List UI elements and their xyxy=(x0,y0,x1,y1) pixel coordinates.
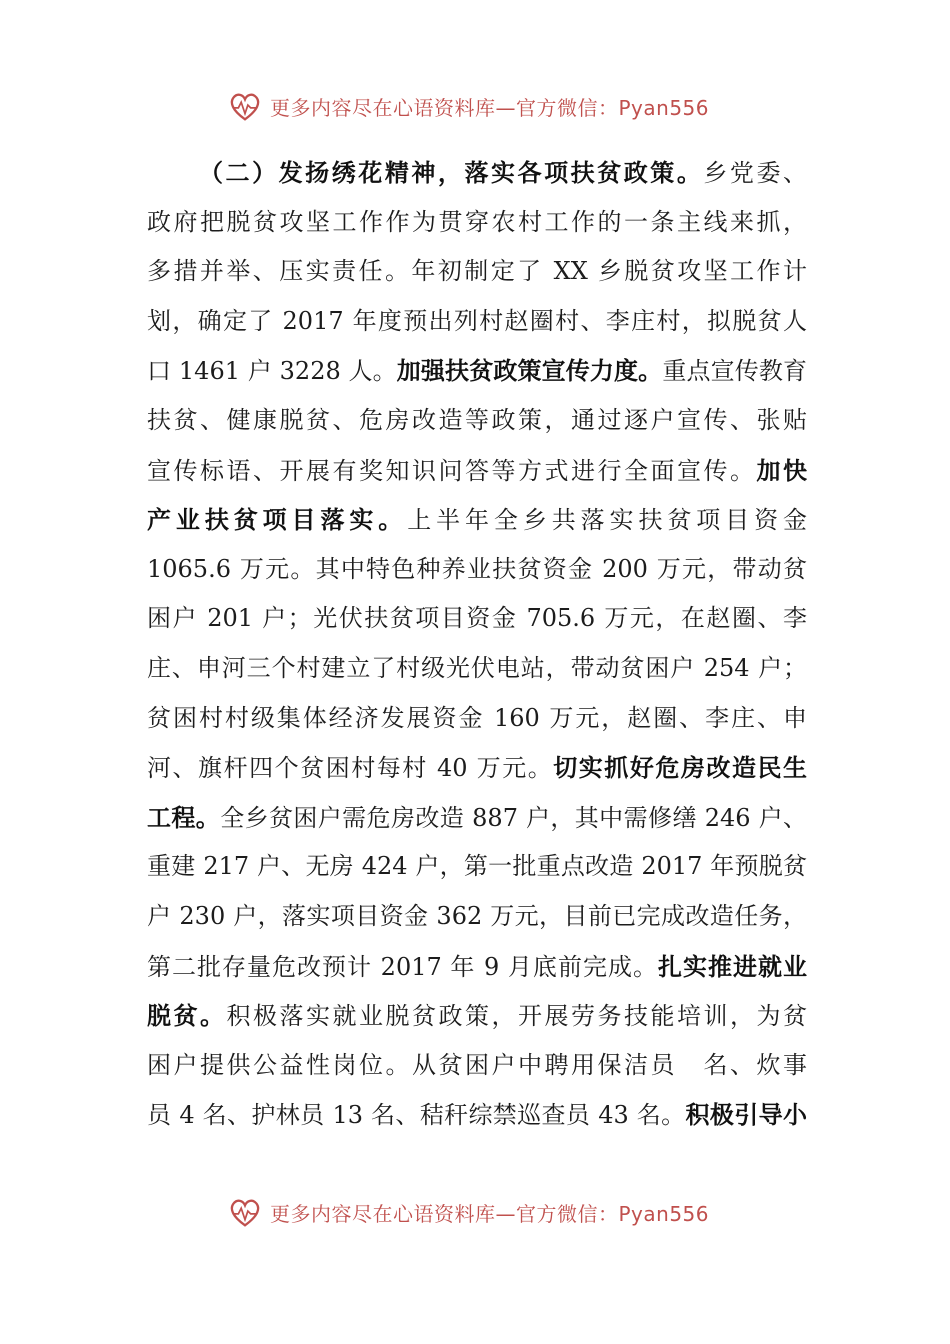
body-text: 全乡贫困户需危房改造 887 户，其中需修缮 246 户、 xyxy=(220,803,807,832)
paragraph-line xyxy=(147,1041,807,1091)
paragraph-line xyxy=(147,594,807,644)
footer-banner xyxy=(226,1192,709,1232)
paragraph-line xyxy=(147,297,807,347)
paragraph-line xyxy=(147,545,807,595)
paragraph-line xyxy=(147,694,807,744)
paragraph-line xyxy=(147,247,807,297)
paragraph-line xyxy=(147,644,807,694)
bold-heading-text: 加强扶贫政策宣传力度。 xyxy=(396,356,663,386)
header-banner xyxy=(226,86,709,126)
bold-heading-text: 加快 xyxy=(756,455,807,485)
paragraph-line xyxy=(147,743,807,793)
bold-heading-text: （二）发扬绣花精神，落实各项扶贫政策。 xyxy=(199,158,704,187)
paragraph-line xyxy=(147,446,807,496)
paragraph-line xyxy=(147,346,807,396)
body-text: 第二批存量危改预计 2017 年 9 月底前完成。 xyxy=(147,952,658,981)
heart-wave-logo-icon xyxy=(226,1193,264,1231)
heart-wave-logo-icon xyxy=(226,87,264,125)
body-text: 员 4 名、护林员 13 名、秸秆综禁巡查员 43 名。 xyxy=(147,1101,686,1130)
bold-heading-text: 脱贫。 xyxy=(147,1001,227,1031)
bold-heading-text: 产业扶贫项目落实。 xyxy=(147,505,408,535)
paragraph-line xyxy=(147,198,807,248)
bold-heading-text: 切实抓好危房改造民生 xyxy=(553,753,807,783)
body-text: 1065.6 万元。其中特色种养业扶贫资金 200 万元，带动贫 xyxy=(147,554,807,583)
body-text: 重点宣传教育 xyxy=(662,357,807,386)
body-text: 上半年全乡共落实扶贫项目资金 xyxy=(407,506,807,535)
paragraph-line xyxy=(147,892,807,942)
paragraph-line xyxy=(147,1090,807,1140)
body-text: 乡党委、 xyxy=(703,159,807,187)
body-text: 扶贫、健康脱贫、危房改造等政策，通过逐户宣传、张贴 xyxy=(147,405,807,434)
paragraph-line xyxy=(147,942,807,992)
body-text: 多措并举、压实责任。年初制定了 XX 乡脱贫攻坚工作计 xyxy=(147,257,807,286)
body-text: 河、旗杆四个贫困村每村 40 万元。 xyxy=(147,754,554,783)
paragraph-line xyxy=(147,793,807,843)
paragraph-line xyxy=(147,991,807,1041)
banner-text: 更多内容尽在心语资料库—官方微信：Pyan556 xyxy=(270,1201,710,1226)
bold-heading-text: 积极引导小 xyxy=(685,1100,807,1130)
body-text: 贫困村村级集体经济发展资金 160 万元，赵圈、李庄、申 xyxy=(147,703,807,732)
body-text: 政府把脱贫攻坚工作作为贯穿农村工作的一条主线来抓， xyxy=(147,207,807,236)
paragraph-line xyxy=(147,842,807,892)
body-text: 困户提供公益性岗位。从贫困户中聘用保洁员 名、炊事 xyxy=(147,1050,807,1079)
paragraph-line xyxy=(147,495,807,545)
body-text: 积极落实就业脱贫政策，开展劳务技能培训，为贫 xyxy=(226,1002,807,1031)
paragraph-line xyxy=(147,396,807,446)
body-text: 口 1461 户 3228 人。 xyxy=(147,357,397,386)
document-body xyxy=(147,148,807,1140)
banner-text: 更多内容尽在心语资料库—官方微信：Pyan556 xyxy=(270,95,710,120)
bold-heading-text: 工程。 xyxy=(147,802,221,832)
body-text: 宣传标语、开展有奖知识问答等方式进行全面宣传。 xyxy=(147,456,757,485)
body-text: 庄、申河三个村建立了村级光伏电站，带动贫困户 254 户； xyxy=(147,653,807,682)
body-text: 困户 201 户；光伏扶贫项目资金 705.6 万元，在赵圈、李 xyxy=(147,604,807,633)
body-text: 户 230 户，落实项目资金 362 万元，目前已完成改造任务， xyxy=(147,901,807,930)
paragraph-line xyxy=(147,148,807,198)
body-text: 重建 217 户、无房 424 户，第一批重点改造 2017 年预脱贫 xyxy=(147,852,807,881)
bold-heading-text: 扎实推进就业 xyxy=(657,951,807,981)
body-text: 划，确定了 2017 年度预出列村赵圈村、李庄村，拟脱贫人 xyxy=(147,306,807,335)
